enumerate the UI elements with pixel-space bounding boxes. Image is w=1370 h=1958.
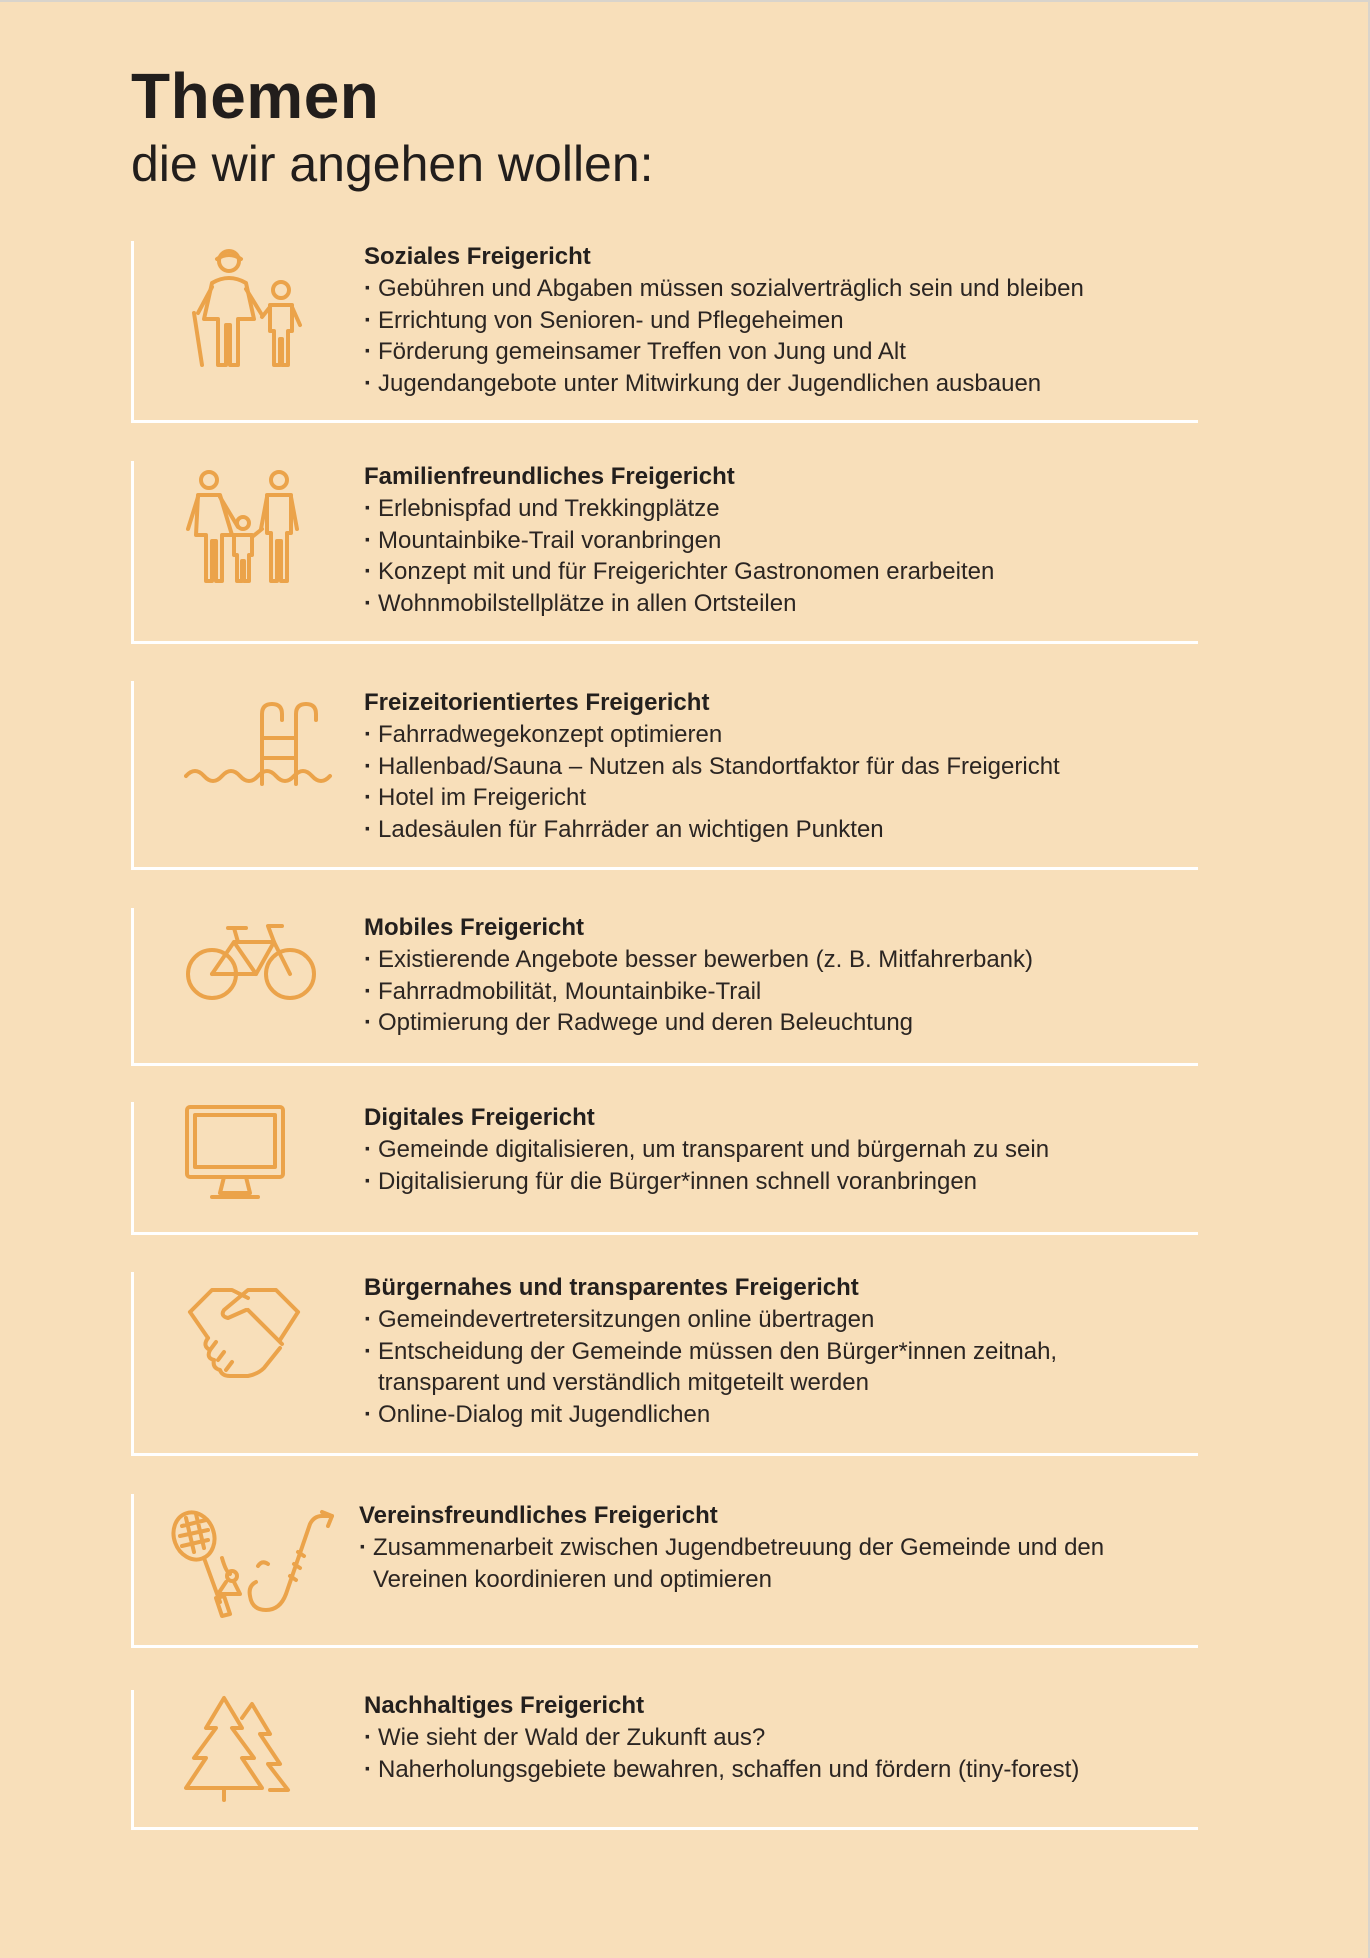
list-item: · Digitalisierung für die Bürger*innen schnell voranbringen <box>364 1166 1049 1198</box>
list-item: · Hotel im Freigericht <box>364 782 1060 814</box>
topic-text-mobility <box>364 912 1033 1039</box>
list-item: · Gebühren und Abgaben müssen sozialverträglich sein und bleiben <box>364 273 1084 305</box>
topic-section-clubs <box>131 1494 1198 1648</box>
topic-text-social <box>364 241 1084 400</box>
list-item: · Ladesäulen für Fahrräder an wichtigen Punkten <box>364 814 1060 846</box>
list-item: · Wohnmobilstellplätze in allen Ortsteilen <box>364 588 994 620</box>
list-item: · Wie sieht der Wald der Zukunft aus? <box>364 1722 1079 1754</box>
topic-list <box>364 719 1060 846</box>
list-item: · Fahrradmobilität, Mountainbike-Trail <box>364 976 1033 1008</box>
topic-text-citizen <box>364 1272 1168 1431</box>
page-subtitle: die wir angehen wollen: <box>131 136 654 192</box>
topic-list <box>364 1134 1049 1197</box>
list-item: · Online-Dialog mit Jugendlichen <box>364 1399 1168 1431</box>
badminton-saxophone-icon <box>170 1506 342 1626</box>
topic-text-clubs <box>359 1500 1183 1595</box>
family-icon <box>184 469 304 585</box>
list-item: · Naherholungsgebiete bewahren, schaffen und fördern (tiny-forest) <box>364 1754 1079 1786</box>
trees-icon <box>184 1694 294 1804</box>
topic-list <box>364 944 1033 1039</box>
topic-section-mobility <box>131 908 1198 1066</box>
topic-list <box>364 273 1084 400</box>
swimming-pool-icon <box>184 700 334 792</box>
topic-title: Freizeitorientiertes Freigericht <box>364 689 710 716</box>
list-item: · Zusammenarbeit zwischen Jugendbetreuung der Gemeinde und den Vereinen koordinieren und optimieren <box>359 1532 1183 1595</box>
topic-title: Digitales Freigericht <box>364 1104 595 1131</box>
bicycle-icon <box>186 922 316 1002</box>
list-item: · Gemeinde digitalisieren, um transparent und bürgernah zu sein <box>364 1134 1049 1166</box>
topic-section-digital <box>131 1102 1198 1235</box>
topic-title: Vereinsfreundliches Freigericht <box>359 1502 718 1529</box>
list-item: · Erlebnispfad und Trekkingplätze <box>364 493 994 525</box>
topic-title: Mobiles Freigericht <box>364 914 585 941</box>
topic-title: Soziales Freigericht <box>364 243 591 270</box>
topic-section-family <box>131 461 1198 644</box>
topic-list <box>364 493 994 620</box>
list-item: · Gemeindevertretersitzungen online übertragen <box>364 1304 1168 1336</box>
topic-section-leisure <box>131 681 1198 870</box>
topic-text-family <box>364 461 994 620</box>
list-item: · Fahrradwegekonzept optimieren <box>364 719 1060 751</box>
monitor-icon <box>184 1104 288 1202</box>
topic-section-social <box>131 241 1198 423</box>
topic-title: Familienfreundliches Freigericht <box>364 463 735 490</box>
page-heading <box>131 60 654 194</box>
topic-title: Nachhaltiges Freigericht <box>364 1692 645 1719</box>
list-item: · Entscheidung der Gemeinde müssen den Bürger*innen zeitnah, transparent und verständlich mitgeteilt werden <box>364 1336 1168 1399</box>
topic-text-leisure <box>364 687 1060 846</box>
list-item: · Hallenbad/Sauna – Nutzen als Standortfaktor für das Freigericht <box>364 751 1060 783</box>
list-item: · Jugendangebote unter Mitwirkung der Jugendlichen ausbauen <box>364 368 1084 400</box>
list-item: · Mountainbike-Trail voranbringen <box>364 525 994 557</box>
page-border-top <box>0 0 1370 2</box>
handshake-icon <box>186 1278 302 1378</box>
list-item: · Existierende Angebote besser bewerben (z. B. Mitfahrerbank) <box>364 944 1033 976</box>
topic-text-sustainability <box>364 1690 1079 1785</box>
list-item: · Optimierung der Radwege und deren Beleuchtung <box>364 1007 1033 1039</box>
topic-list <box>364 1722 1079 1785</box>
topic-list <box>359 1532 1183 1595</box>
page-title: Themen <box>131 60 380 132</box>
topic-list <box>364 1304 1168 1431</box>
topic-section-sustainability <box>131 1690 1198 1830</box>
list-item: · Förderung gemeinsamer Treffen von Jung und Alt <box>364 336 1084 368</box>
senior-child-icon <box>182 247 312 371</box>
list-item: · Errichtung von Senioren- und Pflegeheimen <box>364 305 1084 337</box>
topic-title: Bürgernahes und transparentes Freigericht <box>364 1274 859 1301</box>
topic-text-digital <box>364 1102 1049 1197</box>
topic-section-citizen <box>131 1272 1198 1456</box>
list-item: · Konzept mit und für Freigerichter Gastronomen erarbeiten <box>364 556 994 588</box>
